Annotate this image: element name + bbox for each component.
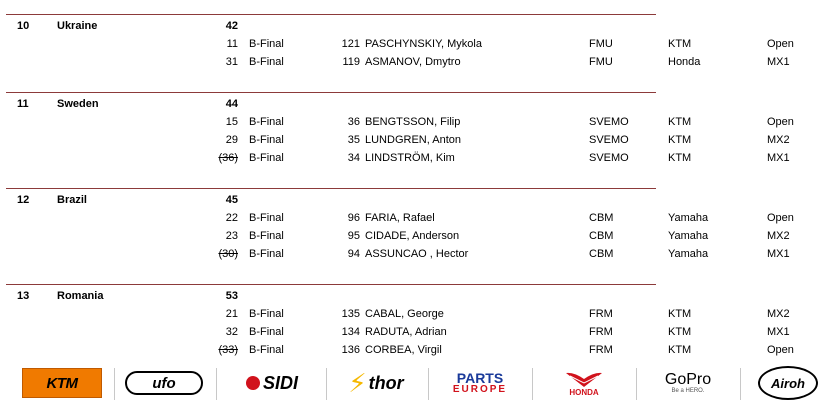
federation-cell: FRM (589, 326, 613, 338)
team-header (0, 98, 835, 116)
sponsor-banner (0, 362, 835, 406)
federation-cell: CBM (589, 230, 614, 242)
team-points: 42 (225, 20, 238, 32)
bib-number: 94 (347, 248, 360, 260)
parts-europe-top-text: PARTS (456, 370, 504, 386)
result-cell: 11 (226, 38, 238, 50)
group-separator (6, 188, 656, 189)
brand-cell: Yamaha (668, 248, 709, 260)
federation-cell: CBM (589, 212, 614, 224)
team-points: 44 (225, 98, 238, 110)
rider-name: CORBEA, Virgil (365, 344, 442, 356)
honda-wing-icon (564, 369, 604, 389)
sidi-logo-text: SIDI (262, 372, 298, 393)
rider-row (0, 134, 835, 152)
class-cell: MX1 (767, 152, 790, 164)
honda-logo (540, 366, 628, 400)
gopro-tagline: Be a HERO. (671, 388, 705, 394)
parts-europe-bottom-text: EUROPE (452, 384, 508, 395)
result-cell: 23 (225, 230, 238, 242)
result-cell: 29 (225, 134, 238, 146)
class-cell: MX1 (767, 248, 790, 260)
race-cell: B-Final (249, 230, 284, 242)
bib-number: 134 (341, 326, 360, 338)
rider-row (0, 326, 835, 344)
team-position: 13 (17, 290, 30, 302)
team-position: 12 (17, 194, 30, 206)
sponsor-divider (636, 368, 637, 400)
team-position: 11 (17, 98, 29, 110)
brand-cell: KTM (668, 344, 692, 356)
rider-name: FARIA, Rafael (365, 212, 435, 224)
team-country: Ukraine (57, 20, 98, 32)
federation-cell: CBM (589, 248, 614, 260)
federation-cell: FRM (589, 344, 613, 356)
thor-logo-text: thor (368, 372, 404, 393)
federation-cell: FMU (589, 38, 613, 50)
team-country: Sweden (57, 98, 99, 110)
race-cell: B-Final (249, 212, 284, 224)
class-cell: MX2 (767, 308, 790, 320)
gopro-logo-text: GoPro (664, 371, 712, 388)
bib-number: 136 (341, 344, 360, 356)
result-cell: (36) (218, 152, 238, 164)
federation-cell: FMU (589, 56, 613, 68)
result-cell: 15 (225, 116, 238, 128)
team-header (0, 20, 835, 38)
race-cell: B-Final (249, 248, 284, 260)
bib-number: 121 (341, 38, 360, 50)
rider-name: BENGTSSON, Filip (365, 116, 461, 128)
bib-number: 35 (347, 134, 360, 146)
rider-row (0, 152, 835, 170)
rider-row (0, 308, 835, 326)
race-cell: B-Final (249, 38, 284, 50)
group-separator (6, 14, 656, 15)
sponsor-divider (428, 368, 429, 400)
federation-cell: SVEMO (589, 152, 629, 164)
result-cell: 22 (225, 212, 238, 224)
brand-cell: KTM (668, 134, 692, 146)
team-points: 45 (225, 194, 238, 206)
result-cell: 32 (225, 326, 238, 338)
ufo-logo-text: ufo (125, 371, 203, 395)
class-cell: Open (767, 38, 794, 50)
sponsor-divider (326, 368, 327, 400)
rider-name: CIDADE, Anderson (365, 230, 460, 242)
ufo-logo (122, 366, 206, 400)
race-cell: B-Final (249, 326, 284, 338)
rider-row (0, 230, 835, 248)
team-country: Brazil (57, 194, 87, 206)
rider-name: CABAL, George (365, 308, 444, 320)
rider-name: LUNDGREN, Anton (365, 134, 461, 146)
rider-name: RADUTA, Adrian (365, 326, 447, 338)
sidi-mark-icon (246, 376, 260, 390)
bib-number: 36 (347, 116, 360, 128)
team-position: 10 (17, 20, 30, 32)
result-cell: 21 (225, 308, 238, 320)
brand-cell: KTM (668, 116, 692, 128)
rider-row (0, 116, 835, 134)
race-cell: B-Final (249, 116, 284, 128)
brand-cell: Yamaha (668, 230, 709, 242)
federation-cell: FRM (589, 308, 613, 320)
group-separator (6, 284, 656, 285)
airoh-logo (750, 366, 826, 400)
rider-row (0, 248, 835, 266)
thor-logo (334, 366, 418, 400)
result-cell: 31 (225, 56, 238, 68)
thor-bolt-icon: ⚡ (348, 367, 367, 398)
team-header (0, 194, 835, 212)
rider-name: PASCHYNSKIY, Mykola (365, 38, 482, 50)
brand-cell: KTM (668, 38, 692, 50)
sponsor-divider (114, 368, 115, 400)
brand-cell: KTM (668, 308, 692, 320)
class-cell: MX1 (767, 56, 790, 68)
rider-row (0, 56, 835, 74)
group-separator (6, 92, 656, 93)
result-cell: (33) (218, 344, 238, 356)
bib-number: 135 (341, 308, 360, 320)
gopro-logo (644, 366, 732, 400)
team-country: Romania (57, 290, 104, 302)
federation-cell: SVEMO (589, 116, 629, 128)
bib-number: 96 (347, 212, 360, 224)
rider-name: ASMANOV, Dmytro (365, 56, 461, 68)
class-cell: MX2 (767, 230, 790, 242)
parts-europe-logo (436, 366, 524, 400)
class-cell: MX2 (767, 134, 790, 146)
brand-cell: KTM (668, 152, 692, 164)
race-cell: B-Final (249, 152, 284, 164)
brand-cell: Honda (668, 56, 701, 68)
class-cell: Open (767, 116, 794, 128)
class-cell: Open (767, 344, 794, 356)
brand-cell: KTM (668, 326, 692, 338)
rider-row (0, 212, 835, 230)
race-cell: B-Final (249, 134, 284, 146)
sidi-logo (224, 366, 320, 400)
result-cell: (30) (218, 248, 238, 260)
team-header (0, 290, 835, 308)
bib-number: 95 (347, 230, 360, 242)
rider-row (0, 344, 835, 362)
federation-cell: SVEMO (589, 134, 629, 146)
ktm-logo-text: KTM (22, 368, 102, 398)
honda-logo-text: HONDA (569, 388, 599, 397)
ktm-logo (20, 366, 104, 400)
rider-row (0, 38, 835, 56)
airoh-logo-text: Airoh (758, 366, 818, 400)
brand-cell: Yamaha (668, 212, 709, 224)
bib-number: 119 (342, 56, 360, 68)
race-cell: B-Final (249, 308, 284, 320)
class-cell: MX1 (767, 326, 790, 338)
bib-number: 34 (347, 152, 360, 164)
race-cell: B-Final (249, 56, 284, 68)
rider-name: ASSUNCAO , Hector (365, 248, 469, 260)
sponsor-divider (216, 368, 217, 400)
team-points: 53 (225, 290, 238, 302)
sponsor-divider (740, 368, 741, 400)
rider-name: LINDSTRÖM, Kim (365, 152, 455, 164)
sponsor-divider (532, 368, 533, 400)
class-cell: Open (767, 212, 794, 224)
race-cell: B-Final (249, 344, 284, 356)
